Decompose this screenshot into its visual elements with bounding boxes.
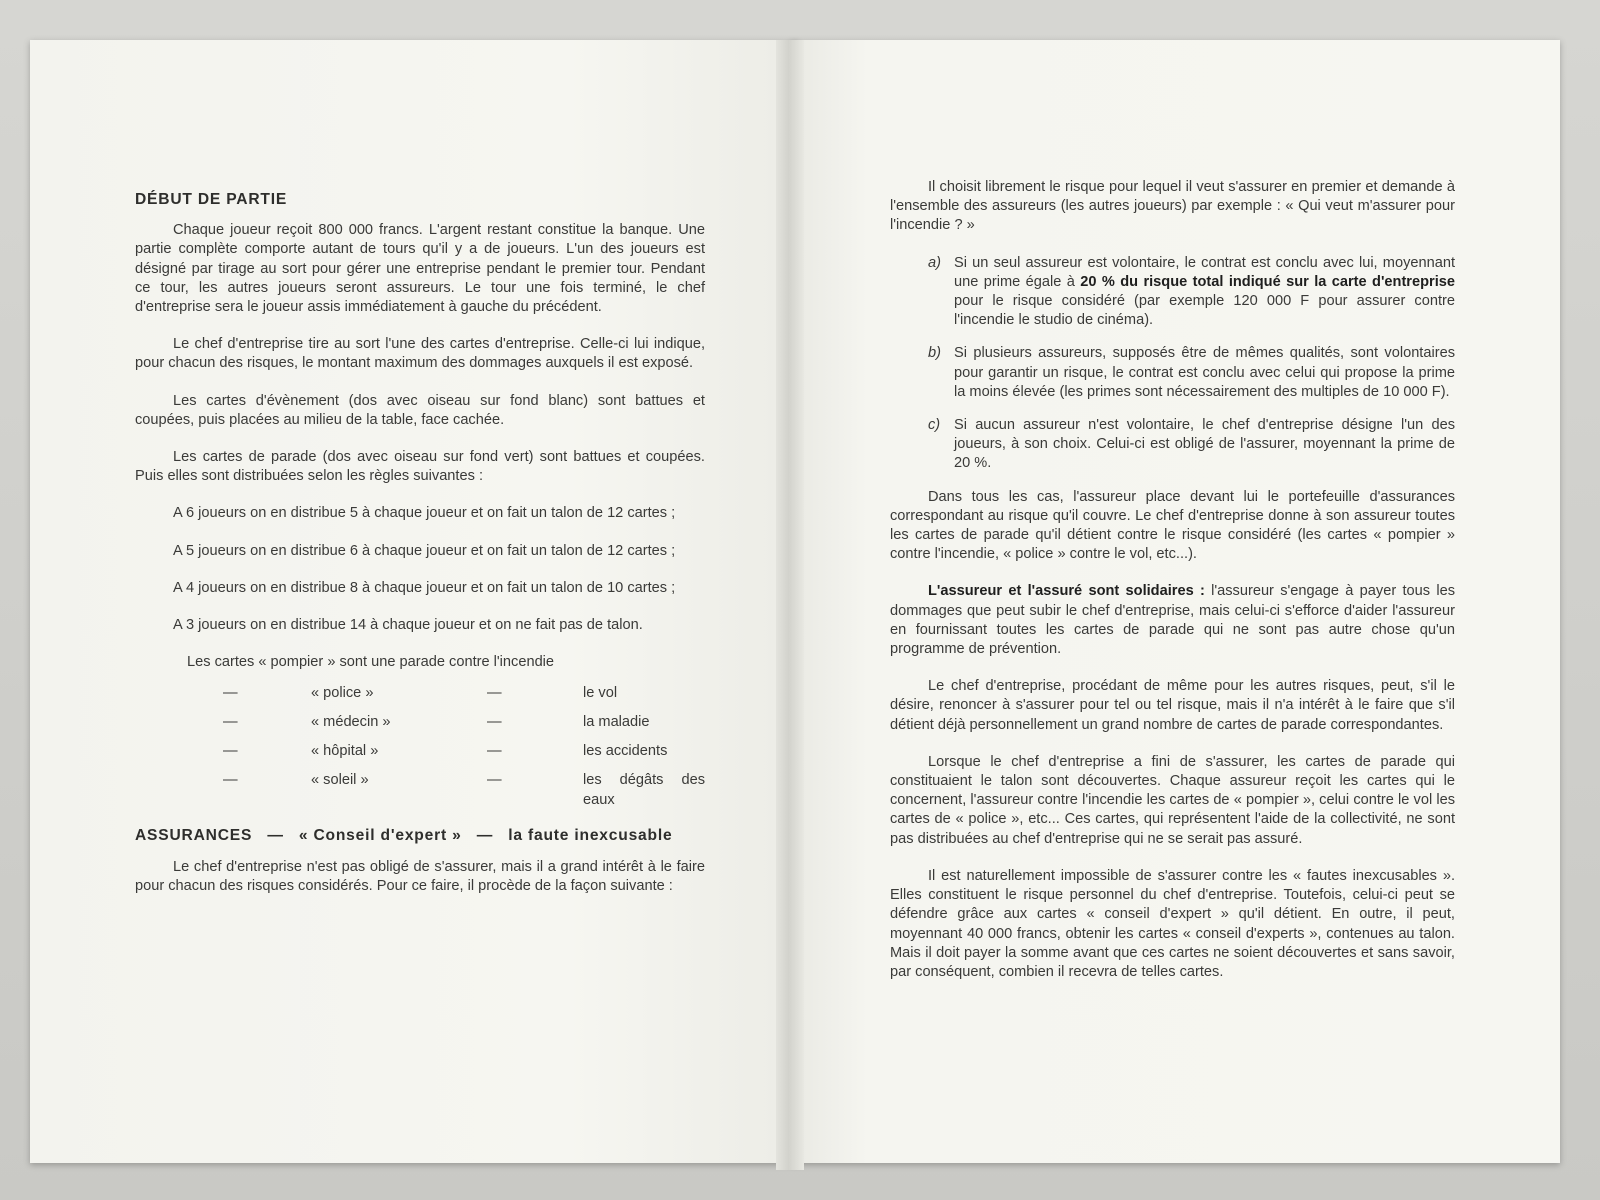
heading-part: ASSURANCES [135,827,253,845]
list-text: Si aucun assureur n'est volontaire, le chef d'entreprise désigne l'un des joueurs, à son choix. Celui-ci est obligé de l'assurer, moyennant la prime de 20 %. [954,417,1455,472]
list-item [928,416,1455,474]
paragraph: Le chef d'entreprise, procédant de même pour les autres risques, peut, s'il le désire, renoncer à s'assurer pour tel ou tel risque, mais il n'a intérêt à le faire que s'il détient déjà personnellement un grand nombre de cartes de parade correspondantes. [890,678,1455,733]
list-letter: c) [928,417,941,434]
list-item [135,684,705,713]
parade-risk: les dégâts des eaux [583,772,705,808]
paragraph: Chaque joueur reçoit 800 000 francs. L'argent restant constitue la banque. Une partie complète comporte autant de tours qu'il y a de joueurs. L'un des joueurs est désigné par tirage au sort pour gérer une entreprise pendant le premier tour. Pendant ce tour, les autres joueurs seront assureurs. Le tour une fois terminé, le chef d'entreprise sera le joueur assis immédiatement à gauche du précédent. [135,222,705,316]
parade-card: « médecin » [311,714,391,731]
parade-card: « soleil » [311,772,369,789]
dash: — [223,685,238,702]
list-text: Si plusieurs assureurs, supposés être de mêmes qualités, sont volontaires pour garantir un risque, le contrat est conclu avec celui qui propose la prime la moins élevée (les primes sont nécessairement des multiples de 10 000 F). [954,345,1455,400]
text-run: l'assureur s'engage à payer tous les dommages que peut subir le chef d'entreprise, mais celui-ci s'efforce d'aider l'assureur en fournissant toutes les cartes de parade qui ne sont pas autre chose qu'un programme de prévention. [890,583,1455,658]
dash: — [267,827,284,845]
paragraph: Il choisit librement le risque pour lequel il veut s'assurer en premier et demande à l'ensemble des assureurs (les autres joueurs) par exemple : « Qui veut m'assurer pour l'incendie ? » [890,179,1455,234]
parade-intro: Les cartes « pompier » sont une parade contre l'incendie [187,654,555,671]
paragraph: Lorsque le chef d'entreprise a fini de s'assurer, les cartes de parade qui constituaient le talon sont découvertes. Chaque assureur reçoit les cartes qui le concernent, l'assureur contre l'incendie les cartes de « pompier », celui contre le vol les cartes de « police », etc... Ces cartes, qui représentent l'aide de la collectivité, ne sont pas distribuées au chef d'entreprise qui ne se serait pas assuré. [890,753,1455,847]
dash: — [223,743,238,760]
paragraph: A 5 joueurs on en distribue 6 à chaque joueur et on fait un talon de 12 cartes ; [173,542,676,559]
text-run: Si un seul assureur est volontaire, le contrat est conclu avec lui, moyennant une prime égale à [954,254,1455,290]
parade-risk: les accidents [583,743,668,760]
parade-card: « hôpital » [311,743,379,760]
bold-text: L'assureur et l'assuré sont solidaires : [928,583,1205,600]
parade-card: « police » [311,685,374,702]
list-item [928,254,1455,331]
parade-list [135,653,705,808]
dash: — [476,827,494,845]
list-text [954,254,1455,331]
list-letter: b) [928,345,941,362]
paragraph: Dans tous les cas, l'assureur place devant lui le portefeuille d'assurances correspondant au risque qu'il couvre. Le chef d'entreprise donne à son assureur toutes les cartes de parade qu'il détient contre le risque considéré (les cartes « pompier » contre l'incendie, « police » contre le vol, etc...). [890,488,1455,563]
dash: — [487,743,502,760]
dash: — [487,685,502,702]
heading-part: « Conseil d'expert » [298,827,462,845]
paragraph: Le chef d'entreprise tire au sort l'une des cartes d'entreprise. Celle-ci lui indique, pour chacun des risques, le montant maximum des dommages auxquels il est exposé. [135,336,705,372]
section-heading-assurances [135,826,705,845]
left-page-text [135,190,705,914]
section-heading-debut: DÉBUT DE PARTIE [135,191,288,208]
book-gutter [776,40,804,1170]
dash: — [487,714,502,731]
paragraph: A 6 joueurs on en distribue 5 à chaque joueur et on fait un talon de 12 cartes ; [173,505,676,522]
paragraph: A 3 joueurs on en distribue 14 à chaque joueur et on ne fait pas de talon. [173,617,643,634]
heading-part: la faute inexcusable [508,827,673,845]
list-item [135,771,705,808]
list-item [928,344,1455,402]
list-item [135,713,705,742]
parade-risk: la maladie [583,714,650,731]
parade-risk: le vol [583,685,618,702]
dash: — [223,714,238,731]
paragraph: Il est naturellement impossible de s'assurer contre les « fautes inexcusables ». Elles constituent le risque personnel du chef d'entreprise. Toutefois, celui-ci peut se défendre grâce aux cartes « conseil d'expert » qu'il détient. En outre, il peut, moyennant 40 000 francs, obtenir les cartes « conseil d'experts », contenues au talon. Mais il doit payer la somme avant que ces cartes ne soient découvertes et sans savoir, par conséquent, combien il recevra de telles cartes. [890,867,1455,980]
list-letter: a) [928,254,941,271]
dash: — [487,772,502,789]
paragraph: Le chef d'entreprise n'est pas obligé de s'assurer, mais il a grand intérêt à le faire pour chacun des risques considérés. Pour ce faire, il procède de la façon suivante : [135,858,705,894]
paragraph: A 4 joueurs on en distribue 8 à chaque joueur et on fait un talon de 10 cartes ; [173,579,676,596]
right-page-text [890,178,1455,1000]
bold-text: 20 % du risque total indiqué sur la carte d'entreprise [1080,273,1455,290]
text-run: pour le risque considéré (par exemple 120 000 F pour assurer contre l'incendie le studio de cinéma). [954,293,1455,329]
paragraph [890,582,1455,659]
list-item [135,742,705,771]
paragraph: Les cartes d'évènement (dos avec oiseau sur fond blanc) sont battues et coupées, puis placées au milieu de la table, face cachée. [135,392,705,428]
dash: — [223,772,238,789]
paragraph: Les cartes de parade (dos avec oiseau sur fond vert) sont battues et coupées. Puis elles sont distribuées selon les règles suivantes : [135,449,705,485]
